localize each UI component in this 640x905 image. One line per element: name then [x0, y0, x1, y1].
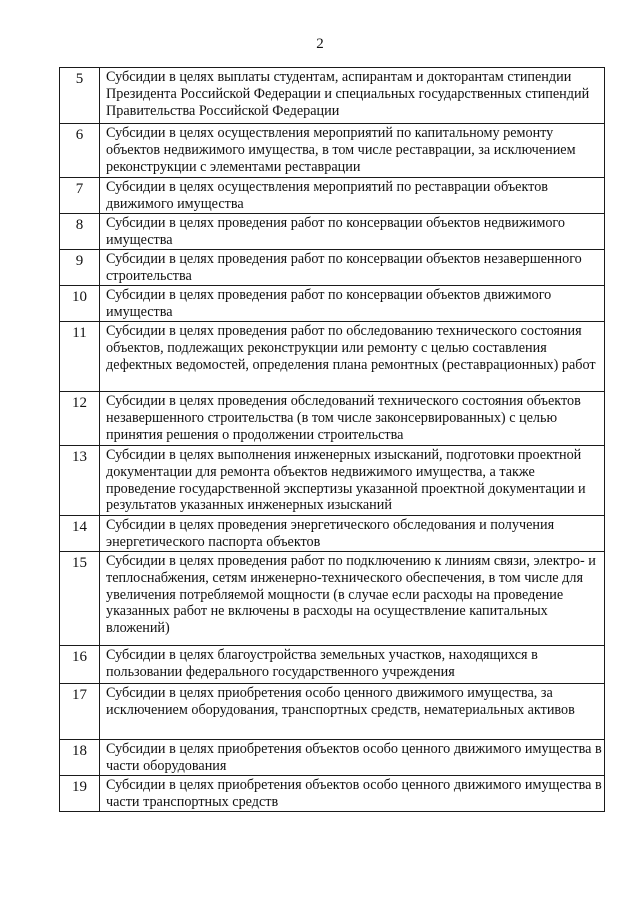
table-row [60, 286, 605, 322]
row-number: 17 [60, 684, 100, 740]
row-text: Субсидии в целях проведения работ по подключению к линиям связи, электро- и теплоснабжения, сетям инженерно-технического обеспечения, в том числе для увеличения потребляемой мощности (в случае если расходы на проведение указанных работ не включены в расходы на осуществление капитальных вложений) [100, 552, 605, 646]
row-text: Субсидии в целях осуществления мероприятий по капитальному ремонту объектов недвижимого имущества, в том числе реставрации, за исключением реконструкции с элементами реставрации [100, 124, 605, 178]
table-row [60, 446, 605, 516]
subsidies-table [59, 67, 605, 812]
row-text: Субсидии в целях выполнения инженерных изысканий, подготовки проектной документации для ремонта объектов недвижимого имущества, а также проведение государственной экспертизы указанной проектной документации и результатов указанных инженерных изысканий [100, 446, 605, 516]
table-row [60, 552, 605, 646]
row-text: Субсидии в целях проведения работ по обследованию технического состояния объектов, подлежащих реконструкции или ремонту с целью составления дефектных ведомостей, определения плана ремонтных (реставрационных) работ [100, 322, 605, 392]
table-row [60, 322, 605, 392]
row-number: 16 [60, 646, 100, 684]
row-number: 12 [60, 392, 100, 446]
row-number: 9 [60, 250, 100, 286]
row-text: Субсидии в целях проведения работ по консервации объектов незавершенного строительства [100, 250, 605, 286]
table-row [60, 392, 605, 446]
table-row [60, 68, 605, 124]
row-number: 14 [60, 516, 100, 552]
table-body [60, 68, 605, 812]
row-number: 11 [60, 322, 100, 392]
table-row [60, 776, 605, 812]
row-number: 13 [60, 446, 100, 516]
row-number: 7 [60, 178, 100, 214]
row-number: 18 [60, 740, 100, 776]
row-text: Субсидии в целях осуществления мероприятий по реставрации объектов движимого имущества [100, 178, 605, 214]
row-text: Субсидии в целях выплаты студентам, аспирантам и докторантам стипендии Президента Российской Федерации и специальных государственных стипендий Правительства Российской Федерации [100, 68, 605, 124]
row-number: 6 [60, 124, 100, 178]
row-text: Субсидии в целях проведения энергетического обследования и получения энергетического паспорта объектов [100, 516, 605, 552]
table-row [60, 646, 605, 684]
page-number: 2 [316, 36, 324, 52]
row-text: Субсидии в целях проведения обследований технического состояния объектов незавершенного строительства (в том числе законсервированных) с целью принятия решения о продолжении строительства [100, 392, 605, 446]
row-text: Субсидии в целях приобретения особо ценного движимого имущества, за исключением оборудования, транспортных средств, нематериальных активов [100, 684, 605, 740]
row-number: 8 [60, 214, 100, 250]
row-number: 19 [60, 776, 100, 812]
row-number: 15 [60, 552, 100, 646]
table-row [60, 250, 605, 286]
row-text: Субсидии в целях благоустройства земельных участков, находящихся в пользовании федерального государственного учреждения [100, 646, 605, 684]
table-row [60, 684, 605, 740]
row-number: 10 [60, 286, 100, 322]
table-row [60, 516, 605, 552]
table-row [60, 740, 605, 776]
table-row [60, 178, 605, 214]
row-text: Субсидии в целях приобретения объектов особо ценного движимого имущества в части транспортных средств [100, 776, 605, 812]
row-text: Субсидии в целях проведения работ по консервации объектов движимого имущества [100, 286, 605, 322]
row-text: Субсидии в целях проведения работ по консервации объектов недвижимого имущества [100, 214, 605, 250]
row-text: Субсидии в целях приобретения объектов особо ценного движимого имущества в части оборудования [100, 740, 605, 776]
row-number: 5 [60, 68, 100, 124]
table-row [60, 124, 605, 178]
table-row [60, 214, 605, 250]
